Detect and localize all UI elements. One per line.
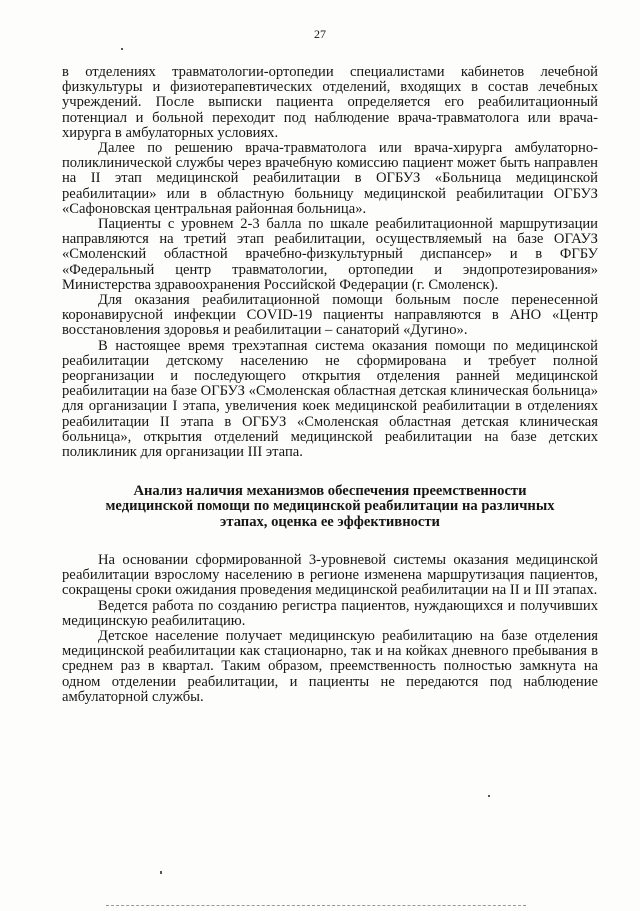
paragraph: в отделениях травматологии-ортопедии специалистами кабинетов лечебной физкультуры и физиотерапевтических отделений, входящих в состав лечебных учреждений. После выписки пациента определяется его реабилитационный потенциал и больной переходит под наблюдение врача-травматолога или врача-хирурга в амбулаторных условиях.	[62, 64, 598, 141]
paragraph: Далее по решению врача-травматолога или врача-хирурга амбулаторно-поликлинической службы через врачебную комиссию пациент может быть направлен на II этап медицинской реабилитации в ОГБУЗ «Больница медицинской реабилитации» или в областную больницу медицинской реабилитации ОГБУЗ «Сафоновская центральная районная больница».	[62, 140, 598, 217]
paragraph: Пациенты с уровнем 2-3 балла по шкале реабилитационной маршрутизации направляются на третий этап реабилитации, осуществляемый на базе ОГАУЗ «Смоленский областной врачебно-физкультурный диспансер» и в ФГБУ «Федеральный центр травматологии, ортопедии и эндопротезирования» Министерства здравоохранения Российской Федерации (г. Смоленск).	[62, 216, 598, 293]
paragraph: В настоящее время трехэтапная система оказания помощи по медицинской реабилитации детскому населению не сформирована и требует полной реорганизации и последующего открытия отделения ранней медицинской реабилитации на базе ОГБУЗ «Смоленская областная детская клиническая больница» для организации I этапа, увеличения коек медицинской реабилитации в отделениях реабилитации II этапа в ОГБУЗ «Смоленская областная детская клиническая больница», открытия отделений медицинской реабилитации на базе детских поликлиник для организации III этапа.	[62, 337, 598, 461]
scan-edge-line	[106, 905, 526, 907]
paragraph: Детское население получает медицинскую реабилитацию на базе отделения медицинской реабилитации как стационарно, так и на койках дневного пребывания в среднем раз в квартал. Таким образом, преемственность полностью замкнута на одном отделении реабилитации, и пациенты не передаются под наблюдение амбулаторной службы.	[62, 627, 598, 705]
scan-speck	[160, 871, 162, 874]
heading-line: медицинской помощи по медицинской реабилитации на различных	[105, 498, 555, 515]
section-heading	[62, 484, 598, 530]
heading-line: этапах, оценка ее эффективности	[220, 513, 440, 530]
paragraph: Для оказания реабилитационной помощи больным после перенесенной коронавирусной инфекции COVID-19 пациенты направляются в АНО «Центр восстановления здоровья и реабилитации – санаторий «Дугино».	[62, 292, 598, 339]
scan-speck	[488, 795, 490, 797]
page-number: 27	[314, 27, 326, 41]
paragraph: Ведется работа по созданию регистра пациентов, нуждающихся и получивших медицинскую реабилитацию.	[62, 597, 598, 629]
document-body	[62, 65, 598, 705]
heading-line: Анализ наличия механизмов обеспечения преемственности	[133, 483, 527, 500]
paragraph: На основании сформированной 3-уровневой системы оказания медицинской реабилитации взрослому населению в регионе изменена маршрутизация пациентов, сокращены сроки ожидания проведения медицинской реабилитации на II и III этапах.	[62, 551, 598, 599]
scan-speck	[121, 48, 123, 50]
